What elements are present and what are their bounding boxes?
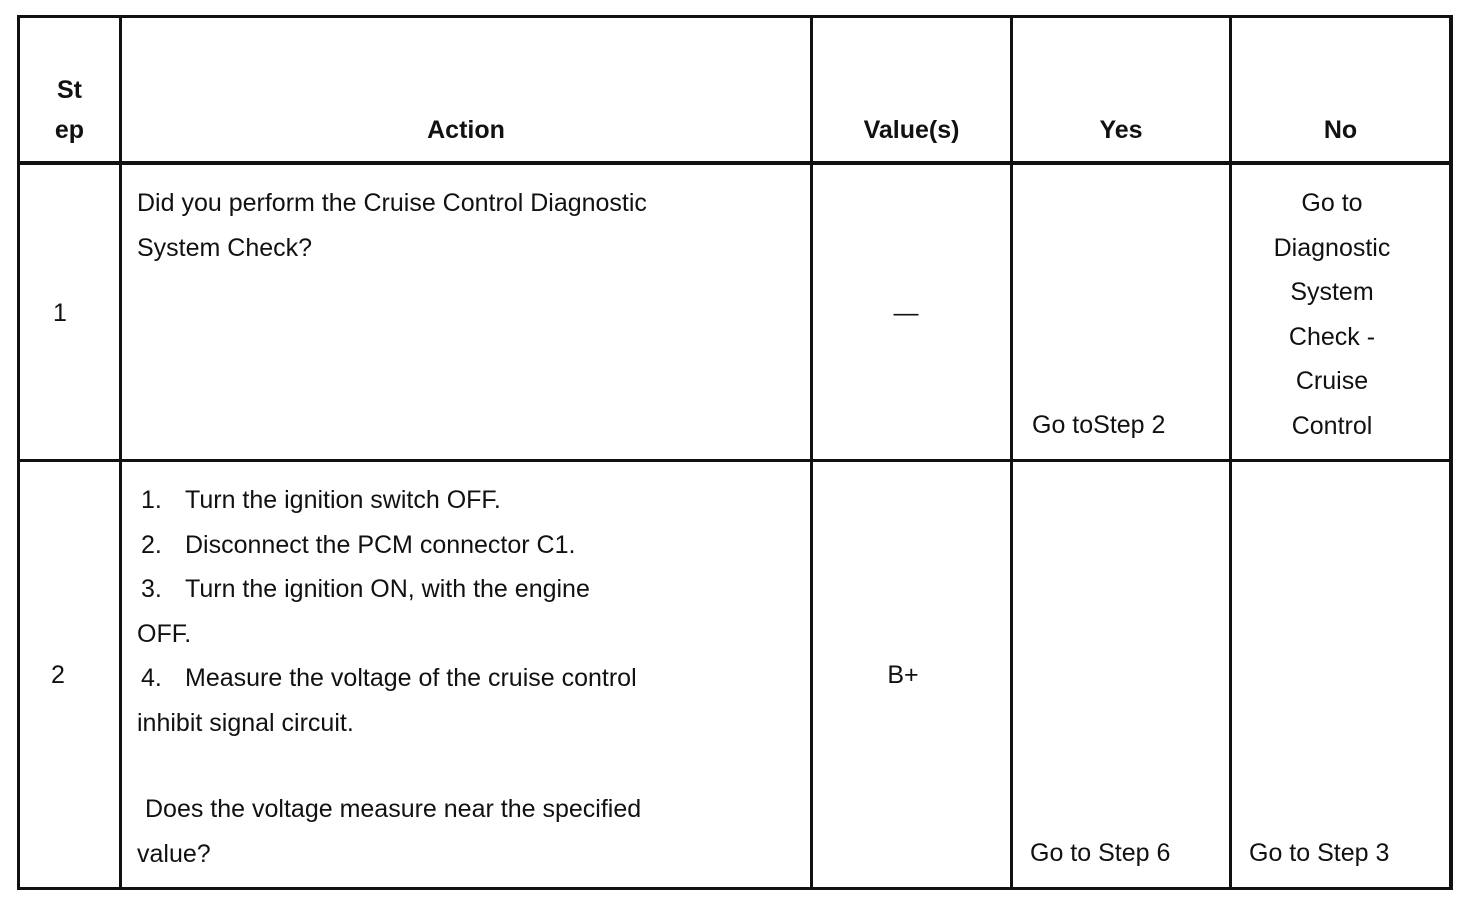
- action-step-3-continued: OFF.: [137, 619, 192, 648]
- row1-no: [1232, 181, 1432, 448]
- header-values: Value(s): [863, 116, 960, 144]
- header-step: [20, 70, 119, 150]
- row2-action: [137, 478, 757, 876]
- row1-no-line: Diagnostic: [1273, 233, 1391, 262]
- question-line1: Does the voltage measure near the specified: [145, 795, 642, 823]
- table-border-bottom: [17, 887, 1453, 890]
- header-no: No: [1323, 116, 1358, 144]
- header-step-line1: St: [57, 76, 82, 104]
- row2-yes: Go to Step 6: [1030, 839, 1171, 867]
- row1-step: 1: [53, 299, 67, 327]
- row1-no-line: Control: [1291, 411, 1373, 440]
- action-step-2: 2. Disconnect the PCM connector C1.: [141, 530, 576, 559]
- spacer-line: [137, 745, 757, 787]
- row1-value: —: [893, 299, 919, 327]
- row1-no-line: System: [1290, 278, 1374, 306]
- diagnostic-table: [17, 15, 1453, 890]
- header-step-line2: ep: [54, 116, 85, 144]
- row2-step: 2: [51, 661, 65, 689]
- row1-action: Did you perform the Cruise Control Diagnostic System Check?: [137, 189, 647, 262]
- row1-yes: Go toStep 2: [1032, 411, 1166, 439]
- header-action: Action: [427, 116, 505, 144]
- header-divider: [17, 161, 1453, 165]
- row2-no: Go to Step 3: [1249, 839, 1390, 867]
- table-border-right: [1449, 15, 1453, 890]
- action-step-3: 3. Turn the ignition ON, with the engine: [141, 575, 590, 603]
- question-line2: value?: [137, 839, 211, 868]
- row1-no-line: Check -: [1288, 322, 1376, 351]
- header-yes: Yes: [1099, 116, 1143, 144]
- row1-no-line: Cruise: [1295, 367, 1369, 395]
- row2-value: B+: [887, 661, 919, 689]
- table-border-top: [17, 15, 1453, 18]
- action-step-4: 4. Measure the voltage of the cruise control: [141, 664, 637, 692]
- row-divider: [17, 459, 1453, 462]
- row1-no-line: Go to: [1301, 189, 1363, 217]
- action-step-1: 1. Turn the ignition switch OFF.: [141, 486, 501, 514]
- action-step-4-continued: inhibit signal circuit.: [137, 708, 354, 737]
